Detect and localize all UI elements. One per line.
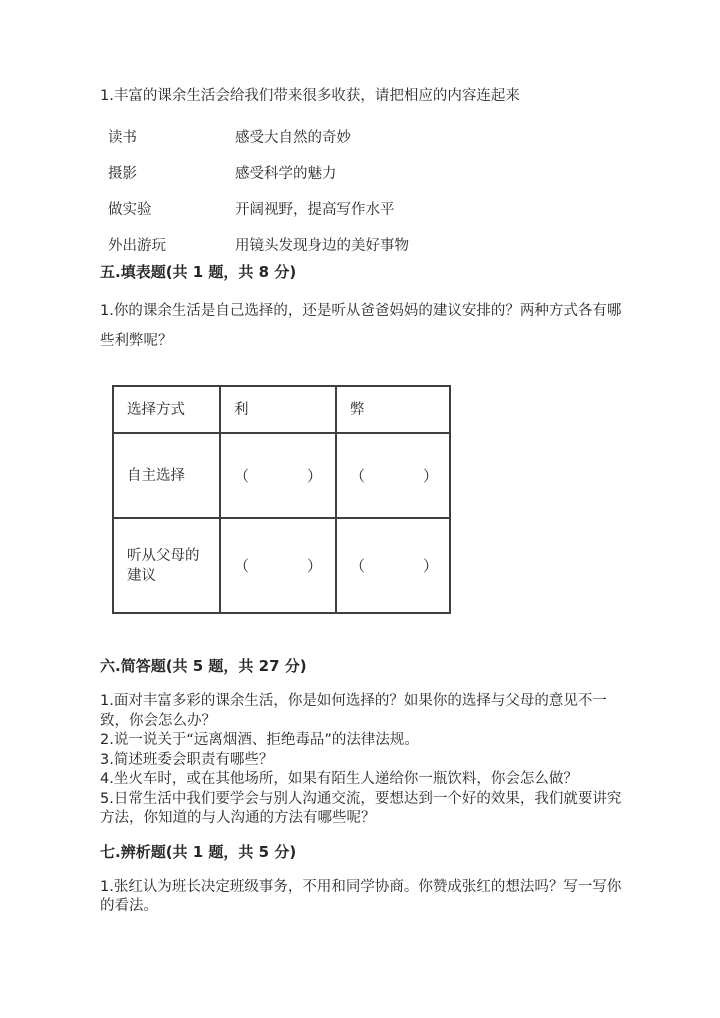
table-row-label: 自主选择 <box>113 433 220 518</box>
table-row-label: 听从父母的建议 <box>113 518 220 613</box>
matching-pair <box>108 164 622 184</box>
matching-pairs <box>108 128 622 256</box>
answer-blank-cell <box>336 433 450 518</box>
section7-question: 1.张红认为班长决定班级事务，不用和同学协商。你赞成张红的想法吗？写一写你的看法。 <box>100 878 622 914</box>
matching-left-item: 做实验 <box>108 202 152 218</box>
matching-right-item: 用镜头发现身边的美好事物 <box>235 238 409 254</box>
paren-close: ） <box>307 556 323 575</box>
answer-blank-cell <box>220 518 336 613</box>
matching-pair <box>108 128 622 148</box>
paren-close: ） <box>423 556 439 575</box>
table-header-cons: 弊 <box>336 386 450 433</box>
table-header-method: 选择方式 <box>113 386 220 433</box>
table-header-pros: 利 <box>220 386 336 433</box>
matching-right-item: 感受大自然的奇妙 <box>235 130 351 146</box>
table-row <box>113 433 450 518</box>
table-row <box>113 518 450 613</box>
answer-parentheses <box>350 556 443 576</box>
section5-heading: 五.填表题(共 1 题，共 8 分) <box>100 263 297 281</box>
section7-heading: 七.辨析题(共 1 题，共 5 分) <box>100 842 297 861</box>
paren-open: （ <box>234 556 250 575</box>
question-item: 1.面对丰富多彩的课余生活，你是如何选择的？如果你的选择与父母的意见不一致，你会怎么办？ <box>100 693 607 729</box>
paren-open: （ <box>350 556 366 575</box>
answer-blank-cell <box>220 433 336 518</box>
answer-parentheses <box>234 466 329 486</box>
question-item: 4.坐火车时，或在其他场所，如果有陌生人递给你一瓶饮料，你会怎么做？ <box>100 771 578 787</box>
matching-left-item: 读书 <box>108 130 137 146</box>
answer-blank-cell <box>336 518 450 613</box>
matching-right-item: 开阔视野，提高写作水平 <box>235 202 395 218</box>
question-item: 3.简述班委会职责有哪些？ <box>100 751 274 768</box>
fill-table-header-row <box>113 386 450 433</box>
section5-question: 1.你的课余生活是自己选择的，还是听从爸爸妈妈的建议安排的？两种方式各有哪些利弊呢？ <box>100 303 622 349</box>
matching-left-item: 摄影 <box>108 166 137 182</box>
section6-questions <box>100 692 622 829</box>
paren-open: （ <box>350 466 366 485</box>
paren-close: ） <box>423 466 439 485</box>
question-item: 2.说一说关于“远离烟酒、拒绝毒品”的法律法规。 <box>100 732 419 748</box>
fill-table <box>112 385 451 614</box>
matching-question-prompt: 1.丰富的课余生活会给我们带来很多收获，请把相应的内容连起来 <box>100 88 520 104</box>
paren-close: ） <box>307 466 323 485</box>
matching-left-item: 外出游玩 <box>108 238 166 254</box>
matching-pair <box>108 236 622 256</box>
paren-open: （ <box>234 466 250 485</box>
section6-heading: 六.简答题(共 5 题，共 27 分) <box>100 657 307 675</box>
answer-parentheses <box>234 556 329 576</box>
matching-right-item: 感受科学的魅力 <box>235 166 337 182</box>
answer-parentheses <box>350 466 443 486</box>
question-item: 5.日常生活中我们要学会与别人沟通交流，要想达到一个好的效果，我们就要讲究方法，你知道的与人沟通的方法有哪些呢？ <box>100 790 622 826</box>
matching-pair <box>108 200 622 220</box>
